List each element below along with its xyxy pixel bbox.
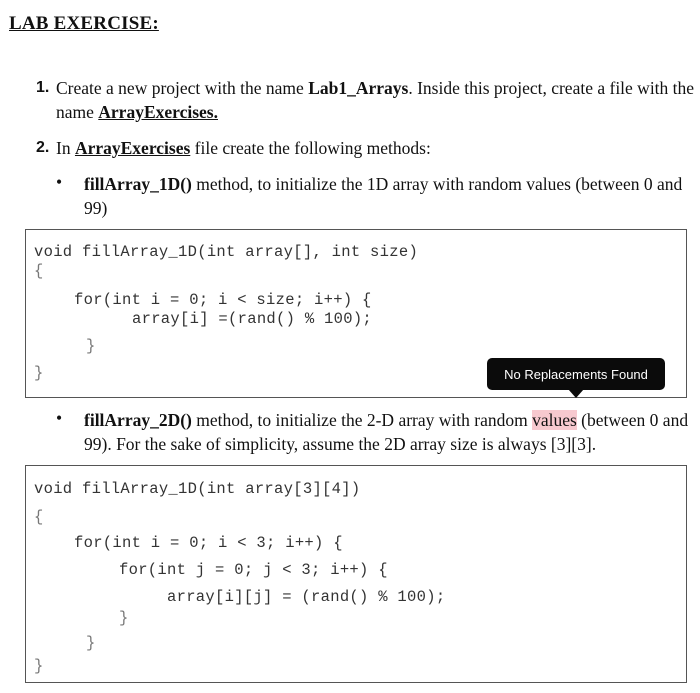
bullet-mark: •	[56, 408, 63, 428]
project-name: Lab1_Arrays	[308, 78, 409, 98]
item-number: 2.	[36, 139, 50, 156]
item-text: In ArrayExercises file create the following methods:	[56, 138, 431, 158]
code-block-2	[25, 465, 687, 683]
search-highlight: values	[532, 410, 577, 430]
code-line: array[i] =(rand() % 100);	[132, 310, 373, 328]
code-line: for(int j = 0; j < 3; i++) {	[119, 561, 388, 579]
code-line: void fillArray_1D(int array[], int size)	[34, 243, 419, 261]
code-line: }	[86, 337, 96, 355]
file-name: ArrayExercises.	[98, 102, 218, 122]
bullet-text-1: fillArray_1D() method, to initialize the 1D array with random values (between 0 and 99)	[84, 174, 683, 218]
code-line: for(int i = 0; i < 3; i++) {	[74, 534, 343, 552]
item-text: Create a new project with the name Lab1_Arrays. Inside this project, create a file with the name ArrayExercises.	[56, 78, 695, 122]
tooltip-arrow	[568, 389, 584, 398]
instruction-item-2	[36, 136, 696, 160]
code-line: }	[86, 634, 96, 652]
method-name: fillArray_2D()	[84, 410, 192, 430]
file-name: ArrayExercises	[74, 138, 191, 158]
tooltip: No Replacements Found	[487, 358, 665, 390]
instruction-item-1	[36, 76, 696, 124]
bullet-mark: •	[56, 172, 63, 192]
code-line: {	[34, 262, 44, 280]
code-line: }	[34, 364, 44, 382]
item-number: 1.	[36, 79, 50, 96]
code-line: }	[119, 609, 129, 627]
method-name: fillArray_1D()	[84, 174, 192, 194]
code-line: {	[34, 508, 44, 526]
code-line: }	[34, 657, 44, 675]
bullet-text-2: fillArray_2D() method, to initialize the 2-D array with random values (between 0 and 99). For the sake of simplicity, assume the 2D array size is always [3][3].	[84, 410, 689, 454]
code-line: for(int i = 0; i < size; i++) {	[74, 291, 372, 309]
code-line: array[i][j] = (rand() % 100);	[167, 588, 446, 606]
code-line: void fillArray_1D(int array[3][4])	[34, 480, 361, 498]
page-heading: LAB EXERCISE:	[9, 13, 159, 34]
